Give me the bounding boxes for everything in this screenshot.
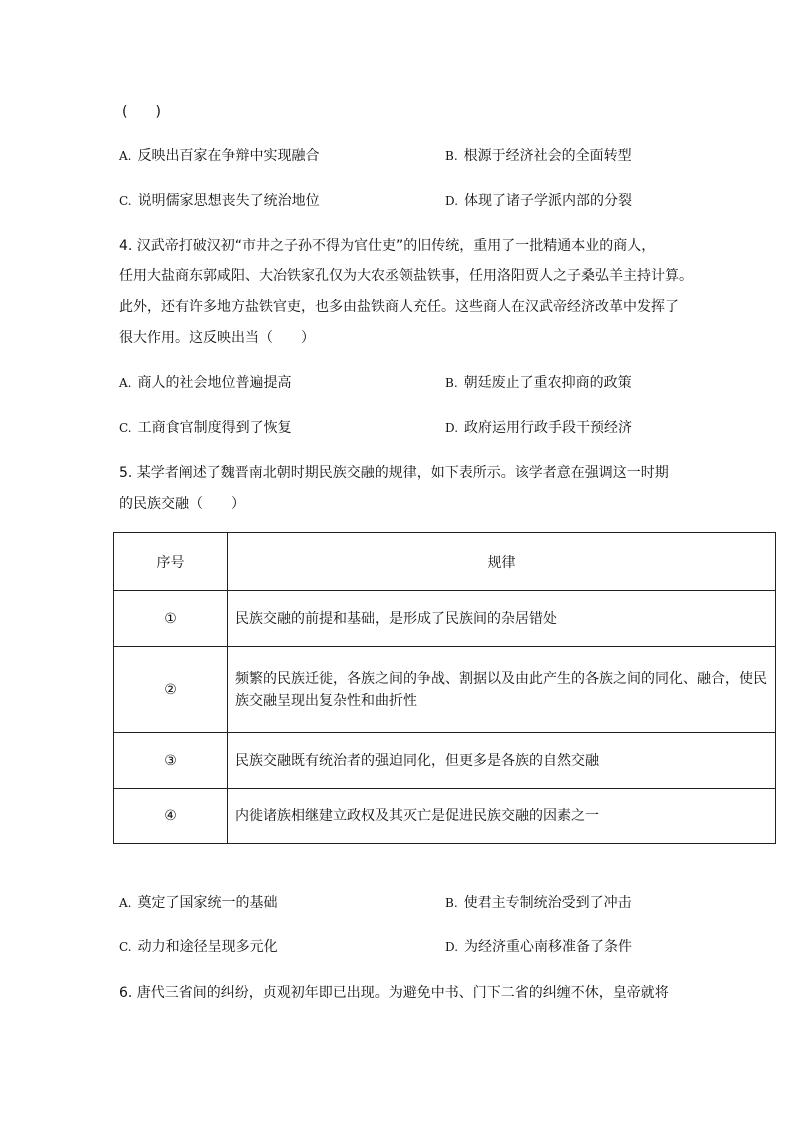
option-b[interactable]: B. 朝廷废止了重农抑商的政策 (445, 375, 632, 391)
option-d[interactable]: D. 为经济重心南移准备了条件 (445, 939, 633, 955)
row-rule: 民族交融的前提和基础，是形成了民族间的杂居错处 (228, 591, 776, 647)
row-rule: 内徙诸族相继建立政权及其灭亡是促进民族交融的因素之一 (228, 789, 776, 844)
table-row (114, 789, 776, 844)
option-a[interactable]: A. 奠定了国家统一的基础 (119, 895, 278, 911)
table-header-number: 序号 (114, 533, 228, 591)
table-row (114, 647, 776, 733)
option-d[interactable]: D. 政府运用行政手段干预经济 (445, 420, 633, 436)
option-d[interactable]: D. 体现了诸子学派内部的分裂 (445, 193, 633, 209)
option-c[interactable]: C. 动力和途径呈现多元化 (119, 939, 278, 955)
row-number: ② (114, 647, 228, 733)
table-header-rule: 规律 (228, 533, 776, 591)
option-a[interactable]: A. 反映出百家在争辩中实现融合 (119, 148, 320, 164)
table-header-row (114, 533, 776, 591)
question-5-line: 的民族交融（ ） (119, 496, 245, 512)
row-number: ① (114, 591, 228, 647)
row-number: ④ (114, 789, 228, 844)
table-row (114, 733, 776, 789)
row-rule: 民族交融既有统治者的强迫同化，但更多是各族的自然交融 (228, 733, 776, 789)
option-b[interactable]: B. 使君主专制统治受到了冲击 (445, 895, 632, 911)
question-4-line: 很大作用。这反映出当（ ） (119, 330, 315, 346)
question-6-line: 6. 唐代三省间的纠纷，贞观初年即已出现。为避免中书、门下二省的纠缠不休，皇帝就将 (119, 985, 669, 1001)
option-c[interactable]: C. 工商食官制度得到了恢复 (119, 420, 292, 436)
question-5-line: 5. 某学者阐述了魏晋南北朝时期民族交融的规律，如下表所示。该学者意在强调这一时期 (119, 465, 669, 481)
question-4-line: 此外，还有许多地方盐铁官吏，也多由盐铁商人充任。这些商人在汉武帝经济改革中发挥了 (119, 299, 679, 315)
question-4-line: 任用大盐商东郭咸阳、大冶铁家孔仅为大农丞领盐铁事，任用洛阳贾人之子桑弘羊主持计算。 (119, 268, 693, 284)
option-b[interactable]: B. 根源于经济社会的全面转型 (445, 148, 632, 164)
table-row (114, 591, 776, 647)
row-rule: 频繁的民族迁徙，各族之间的争战、割据以及由此产生的各族之间的同化、融合，使民族交融呈现出复杂性和曲折性 (228, 647, 776, 733)
question-3-blank: ( ) (122, 104, 161, 120)
option-a[interactable]: A. 商人的社会地位普遍提高 (119, 375, 292, 391)
question-4-line: 4. 汉武帝打破汉初“市井之子孙不得为官仕吏”的旧传统，重用了一批精通本业的商人， (119, 238, 656, 254)
row-number: ③ (114, 733, 228, 789)
option-c[interactable]: C. 说明儒家思想丧失了统治地位 (119, 193, 320, 209)
rules-table (113, 532, 776, 844)
